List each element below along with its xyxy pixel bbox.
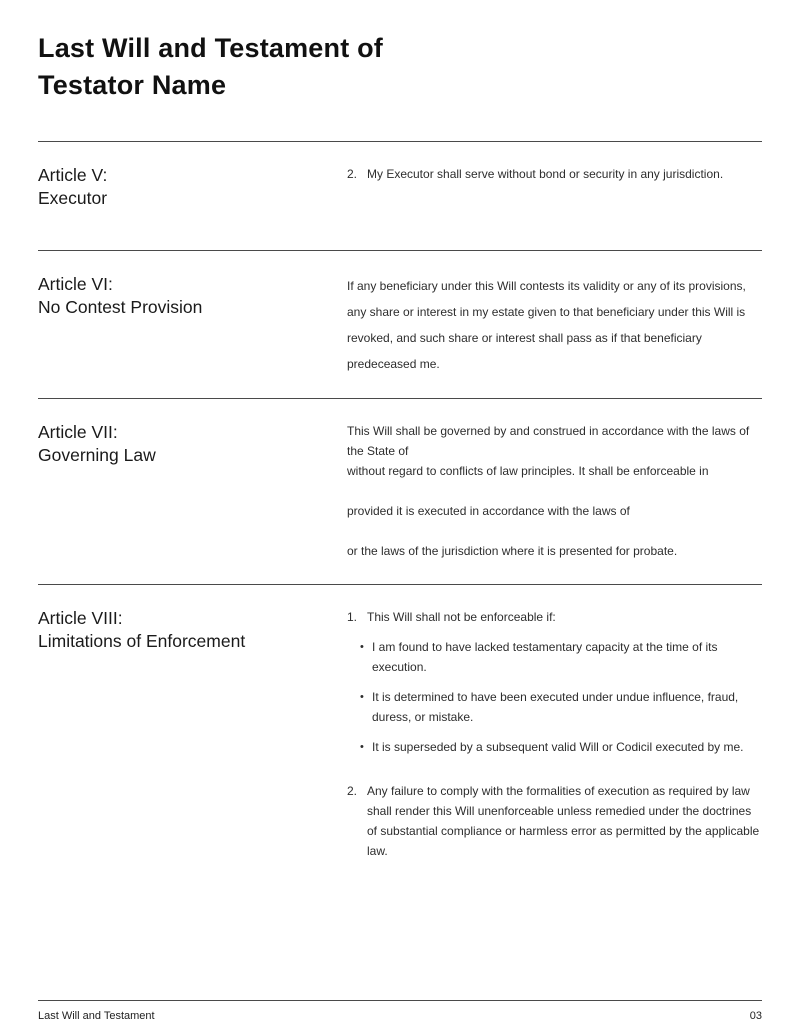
bullet-item: [360, 687, 762, 727]
document-title: [38, 0, 762, 104]
article-vi-title: No Contest Provision: [38, 297, 203, 317]
numbered-item: [347, 607, 762, 627]
numbered-item-marker: 2.: [347, 167, 358, 181]
bullet-list: [347, 637, 762, 757]
article-v-title: Executor: [38, 188, 108, 208]
bullet-item: [360, 737, 762, 757]
paragraph: This Will shall be governed by and construed in accordance with the laws of the State of: [347, 424, 750, 458]
article-viii-body: [347, 607, 762, 861]
section-article-viii: [38, 584, 762, 885]
numbered-item-marker: 2.: [347, 784, 358, 798]
bullet-icon: •: [360, 691, 364, 703]
document-title-line1: Last Will and Testament of: [38, 33, 383, 63]
numbered-item-text: Any failure to comply with the formalities of execution as required by law shall render this Will unenforceable unless remedied under the doctrines of substantial compliance or harmless error as permitted by the applicable law.: [367, 784, 760, 858]
article-vi-heading: [38, 273, 347, 377]
bullet-item-text: It is superseded by a subsequent valid Will or Codicil executed by me.: [372, 740, 744, 754]
footer-page-number: 03: [749, 1010, 762, 1022]
article-vii-body: [347, 421, 762, 561]
paragraph: without regard to conflicts of law principles. It shall be enforceable in: [347, 464, 709, 478]
section-article-vii: [38, 398, 762, 584]
article-vi-body: [347, 273, 762, 377]
paragraph: provided it is executed in accordance with the laws of: [347, 504, 630, 518]
paragraph: or the laws of the jurisdiction where it is presented for probate.: [347, 544, 678, 558]
article-v-body: [347, 164, 762, 210]
paragraph: If any beneficiary under this Will contests its validity or any of its provisions, any share or interest in my estate given to that beneficiary under this Will is revoked, and such share or interest shall pass as if that beneficiary predeceased me.: [347, 279, 746, 371]
article-viii-label: Article VIII:: [38, 608, 123, 628]
article-viii-heading: [38, 607, 347, 861]
article-v-heading: [38, 164, 347, 210]
bullet-item-text: I am found to have lacked testamentary capacity at the time of its execution.: [372, 640, 718, 674]
numbered-item-marker: 1.: [347, 610, 358, 624]
numbered-item-text: This Will shall not be enforceable if:: [367, 610, 556, 624]
bullet-icon: •: [360, 641, 364, 653]
bullet-icon: •: [360, 741, 364, 753]
page-footer: [38, 1000, 762, 1035]
article-vi-label: Article VI:: [38, 274, 113, 294]
article-viii-title: Limitations of Enforcement: [38, 631, 246, 651]
footer-document-name: Last Will and Testament: [38, 1010, 155, 1022]
article-vii-title: Governing Law: [38, 445, 156, 465]
numbered-item-text: My Executor shall serve without bond or security in any jurisdiction.: [367, 167, 724, 181]
section-article-vi: [38, 250, 762, 398]
article-vii-heading: [38, 421, 347, 561]
section-article-v: [38, 141, 762, 250]
article-vii-label: Article VII:: [38, 422, 118, 442]
bullet-item-text: It is determined to have been executed under undue influence, fraud, duress, or mistake.: [372, 690, 739, 724]
numbered-item: [347, 781, 762, 861]
article-v-label: Article V:: [38, 165, 108, 185]
numbered-item: [347, 164, 762, 184]
document-title-line2: Testator Name: [38, 70, 227, 100]
bullet-item: [360, 637, 762, 677]
